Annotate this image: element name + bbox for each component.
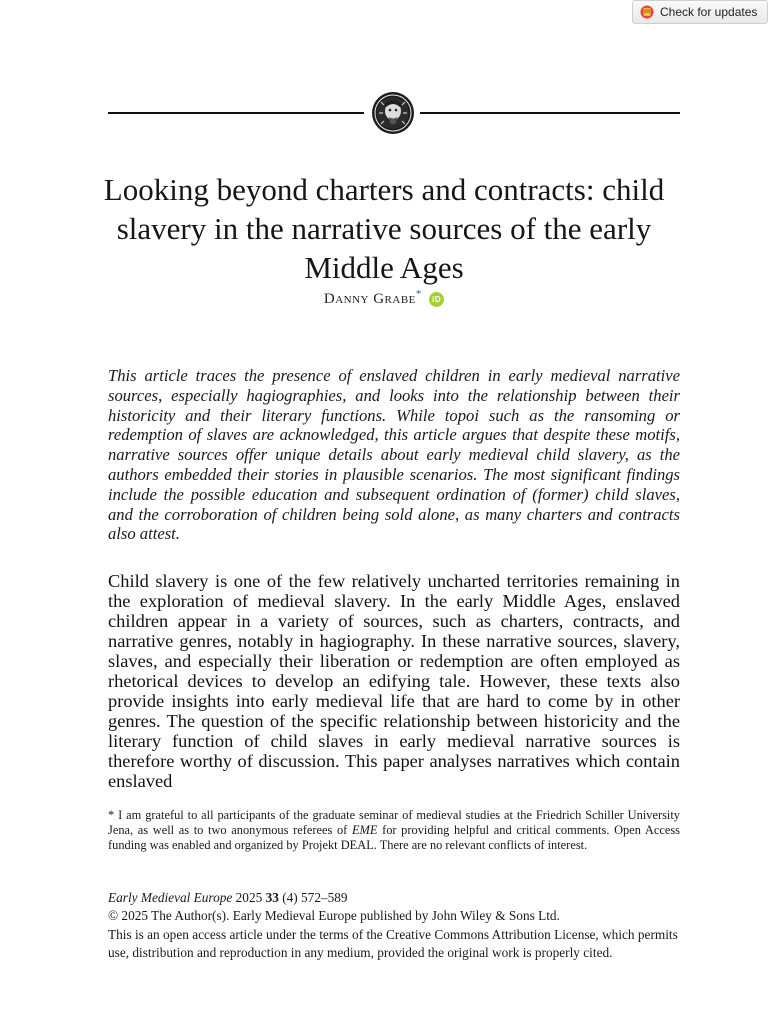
footnote-paragraph <box>108 808 680 853</box>
journal-citation <box>108 889 680 962</box>
citation-issue: (4) <box>282 890 298 905</box>
check-updates-icon <box>640 5 654 19</box>
footnote-journal-abbrev: EME <box>351 823 378 837</box>
header-rule-left <box>108 112 364 114</box>
footnote <box>108 808 680 853</box>
orcid-icon[interactable]: iD <box>429 292 444 307</box>
author-footnote-marker[interactable]: * <box>415 288 422 300</box>
journal-emblem-icon <box>367 90 419 136</box>
check-for-updates-button[interactable] <box>632 0 768 24</box>
check-for-updates-label: Check for updates <box>660 5 758 19</box>
citation-pages: 572–589 <box>301 890 348 905</box>
footnote-text-before: I am grateful to all participants of the graduate seminar of medieval studies at the Friedrich Schiller University Jena, as well as to two anonymous referees of <box>108 808 680 837</box>
license-text: This is an open access article under the terms of the Creative Commons Attribution License, which permits use, distribution and reproduction in any medium, provided the original work is properly cited. <box>108 926 678 960</box>
author-line <box>0 288 768 308</box>
journal-name: Early Medieval Europe <box>108 890 233 905</box>
body-text <box>108 571 680 791</box>
abstract <box>108 366 680 544</box>
copyright-line: © 2025 The Author(s). Early Medieval Europe published by John Wiley & Sons Ltd. <box>108 908 560 924</box>
abstract-text: This article traces the presence of enslaved children in early medieval narrative sources, especially hagiographies, and looks into the relationship between their historicity and their literary functions. While topoi such as the ransoming or redemption of slaves are acknowledged, this article argues that despite these motifs, narrative sources offer unique details about early medieval child slavery, as the authors embedded their stories in plausible scenarios. The most significant findings include the possible education and subsequent ordination of (former) child slaves, and the corroboration of children being sold alone, as many charters and contracts also attest. <box>108 366 680 544</box>
footnote-marker: * <box>108 808 115 822</box>
footnote-text-after: for providing helpful and critical comments. Open Access funding was enabled and organized by Projekt DEAL. There are no relevant conflicts of interest. <box>108 823 680 852</box>
author-name: Danny Grabe <box>323 291 416 307</box>
citation-year: 2025 <box>235 890 263 905</box>
citation-volume: 33 <box>265 890 279 905</box>
body-paragraph: Child slavery is one of the few relatively uncharted territories remaining in the exploration of medieval slavery. In the early Middle Ages, enslaved children appear in a variety of sources, such as charters, contracts, and narrative genres, notably in hagiography. In these narrative sources, slavery, slaves, and especially their liberation or redemption are often employed as rhetorical devices to develop an edifying tale. However, these texts also provide insights into early medieval life that are hard to come by in other genres. The question of the specific relationship between historicity and the literary function of child slaves in early medieval narrative sources is therefore worthy of discussion. This paper analyses narratives which contain enslaved <box>108 571 680 791</box>
citation-line <box>108 889 680 907</box>
header-rule-right <box>420 112 680 114</box>
article-title: Looking beyond charters and contracts: child slavery in the narrative sources of the early Middle Ages <box>103 172 665 285</box>
